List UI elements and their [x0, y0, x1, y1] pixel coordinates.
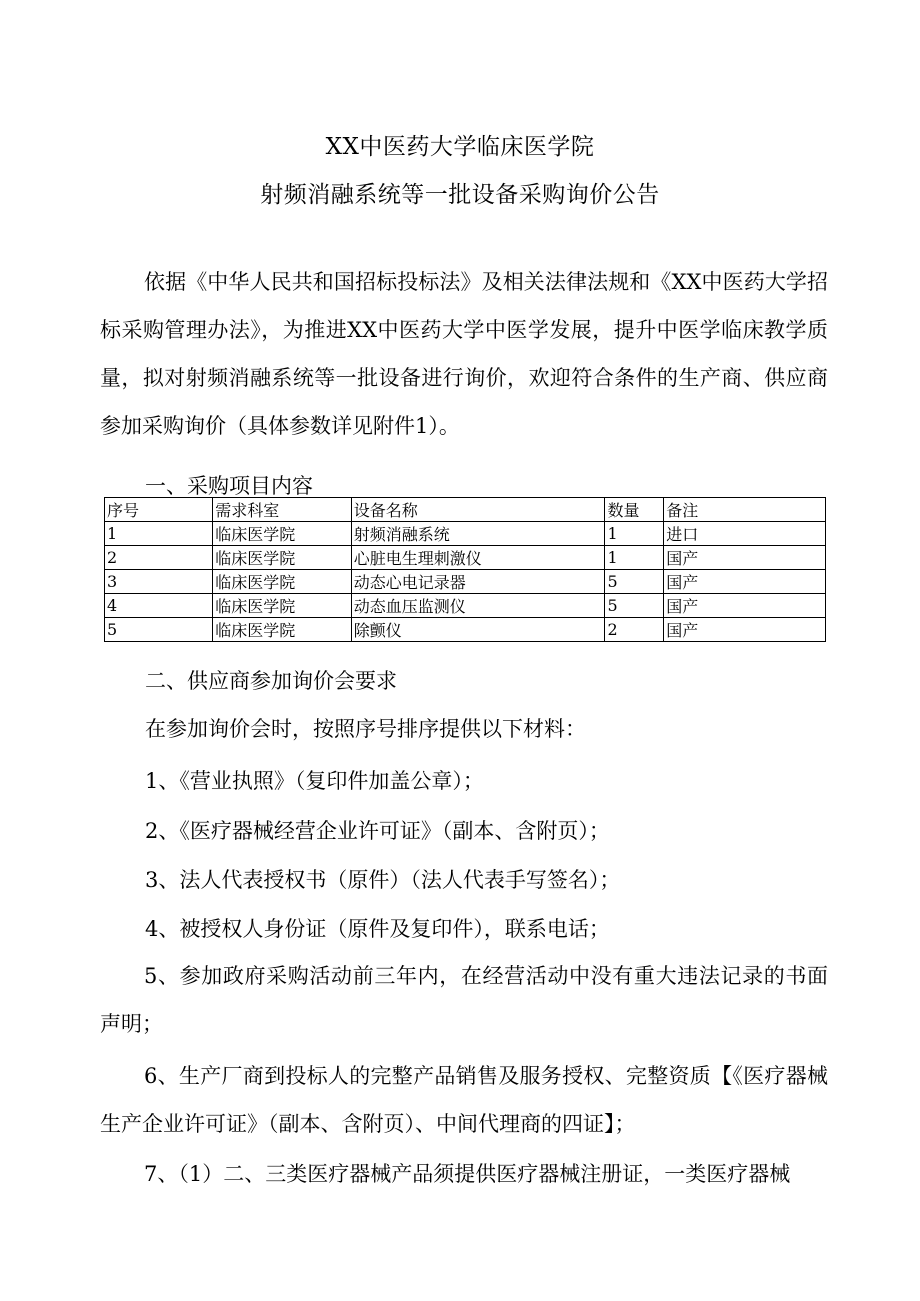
table-cell: 国产: [664, 570, 826, 594]
procurement-items-table: [104, 497, 826, 642]
table-cell: 4: [105, 594, 213, 618]
requirement-item-2: 2、《医疗器械经营企业许可证》（副本、含附页）；: [145, 819, 610, 843]
table-cell: 心脏电生理刺激仪: [351, 546, 605, 570]
requirement-item-3: 3、法人代表授权书（原件）（法人代表手写签名）；: [145, 868, 621, 892]
table-cell: 动态血压监测仪: [351, 594, 605, 618]
requirement-item-4: 4、被授权人身份证（原件及复印件），联系电话；: [145, 917, 610, 941]
table-row: [105, 546, 826, 570]
table-cell: 国产: [664, 546, 826, 570]
document-title-line2: 射频消融系统等一批设备采购询价公告: [260, 182, 660, 208]
table-cell: 除颤仪: [351, 618, 605, 642]
table-cell: 1: [105, 522, 213, 546]
table-cell: 1: [605, 546, 664, 570]
table-cell: 5: [605, 594, 664, 618]
table-row: [105, 570, 826, 594]
table-header-cell: 序号: [105, 498, 213, 522]
table-row: [105, 618, 826, 642]
section1-heading: 一、采购项目内容: [145, 474, 313, 498]
table-cell: 2: [105, 546, 213, 570]
table-cell: 3: [105, 570, 213, 594]
table-cell: 射频消融系统: [351, 522, 605, 546]
table-cell: 临床医学院: [213, 594, 351, 618]
section2-heading: 二、供应商参加询价会要求: [145, 669, 397, 693]
table-cell: 国产: [664, 618, 826, 642]
table-cell: 临床医学院: [213, 522, 351, 546]
table-row: [105, 594, 826, 618]
table-cell: 5: [105, 618, 213, 642]
requirement-item-1: 1、《营业执照》（复印件加盖公章）；: [145, 769, 484, 793]
table-header-cell: 备注: [664, 498, 826, 522]
table-cell: 1: [605, 522, 664, 546]
table-cell: 进口: [664, 522, 826, 546]
table-cell: 临床医学院: [213, 618, 351, 642]
requirement-item-7: 7、（1）二、三类医疗器械产品须提供医疗器械注册证，一类医疗器械: [144, 1162, 791, 1186]
table-row: [105, 522, 826, 546]
section2-lead: 在参加询价会时，按照序号排序提供以下材料：: [145, 717, 586, 741]
table-header-row: [105, 498, 826, 522]
requirement-item-5: 5、参加政府采购活动前三年内，在经营活动中没有重大违法记录的书面声明；: [100, 964, 828, 1036]
document-title-line1: XX中医药大学临床医学院: [325, 134, 595, 160]
table-header-cell: 需求科室: [213, 498, 351, 522]
table-header-cell: 数量: [605, 498, 664, 522]
intro-paragraph: 依据《中华人民共和国招标投标法》及相关法律法规和《XX中医药大学招标采购管理办法》，为推进XX中医药大学中医学发展，提升中医学临床教学质量，拟对射频消融系统等一批设备进行询价，欢迎符合条件的生产商、供应商参加采购询价（具体参数详见附件1）。: [100, 270, 828, 438]
table-cell: 国产: [664, 594, 826, 618]
table-cell: 动态心电记录器: [351, 570, 605, 594]
table-cell: 2: [605, 618, 664, 642]
table-cell: 5: [605, 570, 664, 594]
table-header-cell: 设备名称: [351, 498, 605, 522]
table-cell: 临床医学院: [213, 570, 351, 594]
table-cell: 临床医学院: [213, 546, 351, 570]
requirement-item-6: 6、生产厂商到投标人的完整产品销售及服务授权、完整资质【《医疗器械生产企业许可证》（副本、含附页）、中间代理商的四证】；: [100, 1064, 828, 1136]
